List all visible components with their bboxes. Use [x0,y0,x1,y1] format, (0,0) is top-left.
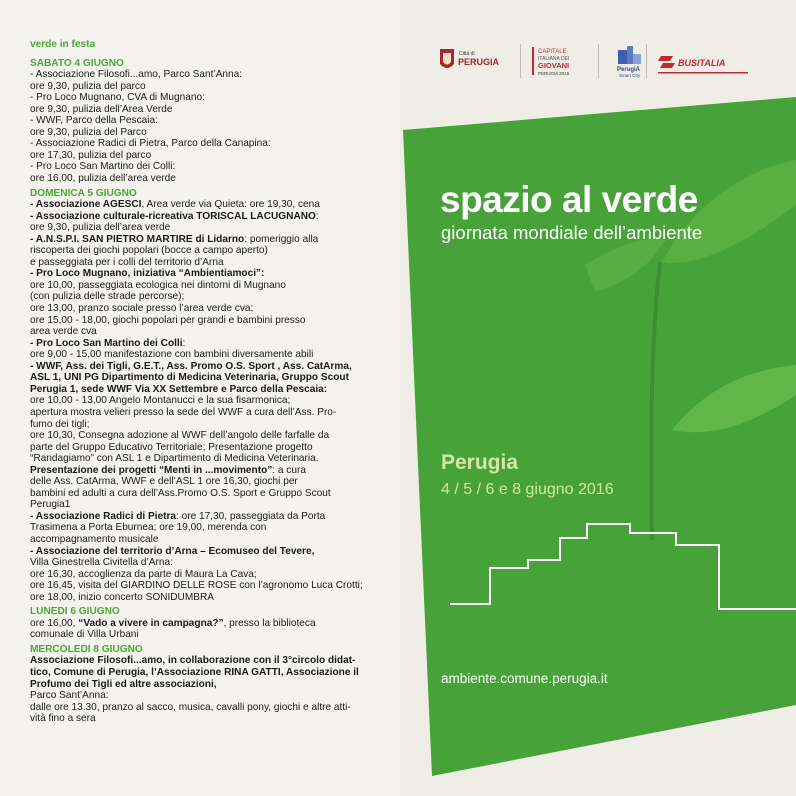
organizer-name: - Associazione culturale-ricreativa TORISCAL LACUGNANO [30,210,316,222]
program-line: vità fino a sera [30,713,96,725]
program-line: apertura mostra velieri presso la sede del WWF a cura dell’Ass. Pro- [30,406,337,418]
program-line: bambini ed adulti a cura dell’Ass.Promo O.S. Sport e Gruppo Scout [30,487,331,499]
program-line: ore 9,30, pulizia del parco [30,80,146,92]
program-line: - Associazione Filosofi...amo, Parco Sant’Anna: [30,69,243,81]
poster-city: Perugia [441,451,519,474]
program-line: ore 18,00, inizio concerto SONIDUMBRA [30,591,215,603]
capitale-line-2: ITALIANA DEI [538,56,570,62]
program-line: - WWF, Ass. dei Tigli, G.E.T., Ass. Promo O.S. Sport , Ass. CatArma, [30,360,352,372]
organizer-name: - Pro Loco San Martino dei Colli [30,337,183,349]
program-line: ore 10,30, Consegna adozione al WWF dell’angolo delle farfalle da [30,430,330,442]
program-line: (con pulizia delle strade percorse); [30,291,185,303]
poster-subtitle: giornata mondiale dell’ambiente [441,222,703,243]
program-line: - Pro Loco Mugnano, iniziativa “Ambientiamoci”: [30,268,265,280]
program-line: - Associazione del territorio d’Arna – Ecomuseo del Tevere, [30,545,315,557]
program-line: - Pro Loco Mugnano, CVA di Mugnano: [30,92,205,104]
line-detail: , presso la biblioteca [223,617,316,629]
smart-city-line-2: Smart City [619,73,641,78]
program-line: ore 9,30, pulizia dell’area verde [30,222,171,234]
line-detail: : ore 17,30, passeggiata da Porta [176,510,326,522]
smart-city-line-1: PerugiA [617,67,641,73]
capitale-line-1: CAPITALE [538,49,567,55]
program-line: Perugia 1, sede WWF Via XX Settembre e Parco della Pescaia: [30,383,328,395]
program-line: riscoperta dei giochi popolari (bocce a campo aperto) [30,245,268,257]
program-line: Perugia1 [30,499,71,511]
program-line: Trasimena a Porta Eburnea; ore 19,00, merenda con [30,522,267,534]
program-line: - Associazione Radici di Pietra, Parco della Canapina: [30,138,271,150]
program-line: ore 9,30, pulizia del Parco [30,126,147,138]
poster-dates: 4 / 5 / 6 e 8 giugno 2016 [441,481,614,498]
line-detail: : [315,210,319,222]
program-line: Profumo dei Tigli ed altre associazioni, [30,678,217,690]
line-detail: : pomeriggio alla [244,233,319,245]
program-line: ASL 1, UNI PG Dipartimento di Medicina Veterinaria, Gruppo Scout [30,372,349,384]
program-line: dalle ore 13.30, pranzo al sacco, musica, cavalli pony, giochi e altre atti- [30,701,351,713]
program-line: ore 9,00 - 15,00 manifestazione con bambini diversamente abili [30,349,314,361]
program-line: accompagnamento musicale [30,533,159,545]
program-line: ore 10,00 - 13,00 Angelo Montanucci e la sua fisarmonica; [30,395,291,407]
day-heading: DOMENICA 5 GIUGNO [30,187,137,199]
program-line: tico, Comune di Perugia, l’Associazione RINA GATTI, Associazione il [30,666,359,678]
line-detail: : a cura [272,464,306,476]
program-title: verde in festa [30,39,96,50]
program-line: ore 9,30, pulizia dell’Area Verde [30,103,173,115]
program-line: comunale di Villa Urbani [30,629,139,641]
program-line: ore 16,30, accoglienza da parte di Maura La Cava; [30,568,257,580]
perugia-logo-name: PERUGIA [458,57,500,67]
day-heading: MERCOLEDÌ 8 GIUGNO [30,643,143,655]
program-line: ore 16,45, visita del GIARDINO DELLE ROSE con l’agronomo Luca Crotti; [30,580,363,592]
day-heading: SABATO 4 GIUGNO [30,57,124,69]
event-name: “Vado a vivere in campagna?” [78,617,224,629]
program-line: delle Ass. CatArma, WWF e dell’ASL 1 ore 16,30, giochi per [30,476,298,488]
program-line: area verde cva [30,326,97,338]
organizer-name: - A.N.S.P.I. SAN PIETRO MARTIRE di Lidarno [30,233,245,245]
program-line: Associazione Filosofi...amo, in collaborazione con il 3°circolo didat- [30,655,356,667]
program-line: e passeggiata per i colli del territorio d’Arna [30,256,224,268]
organizer-name: - Associazione Radici di Pietra [30,510,177,522]
program-line: “Randagiamo” con ASL 1 e Dipartimento di Medicina Veterinaria. [30,453,319,465]
program-line: ore 16,00, pulizia dell’area verde [30,173,176,185]
program-line: Villa Ginestrella Civitella d’Arna: [30,557,173,569]
day-heading: LUNEDÌ 6 GIUGNO [30,606,120,618]
program-line: - Pro Loco San Martino dei Colli: [30,161,176,173]
program-line: - WWF, Parco della Pescaia: [30,115,158,127]
organizer-name: - Associazione AGESCI [30,199,142,211]
program-line: fumo dei tigli; [30,418,90,430]
line-detail: ore 16,00, [30,617,79,629]
website-link[interactable]: ambiente.comune.perugia.it [441,671,608,686]
line-detail: , Area verde via Quieta: ore 19,30, cena [141,199,320,211]
capitale-line-3: GIOVANI [538,61,570,70]
organizer-name: Presentazione dei progetti “Menti in ...movimento” [30,464,273,476]
poster-title: spazio al verde [440,179,698,220]
program-line: ore 17,30, pulizia del parco [30,149,152,161]
line-detail: : [182,337,186,349]
program-line: parte del Gruppo Educativo Territoriale; Presentazione progetto [30,441,313,453]
program-line: Parco Sant’Anna: [30,690,109,702]
busitalia-text: BUSITALIA [678,58,726,68]
capitale-line-4: PERUGIA 2016 [538,71,570,76]
program-line: ore 13,00, pranzo sociale presso l’area verde cva; [30,303,254,315]
program-line: ore 10,00, passeggiata ecologica nei dintorni di Mugnano [30,279,286,291]
perugia-logo-top: Città di [459,51,475,57]
program-line: ore 15,00 - 18,00, giochi popolari per grandi e bambini presso [30,314,306,326]
